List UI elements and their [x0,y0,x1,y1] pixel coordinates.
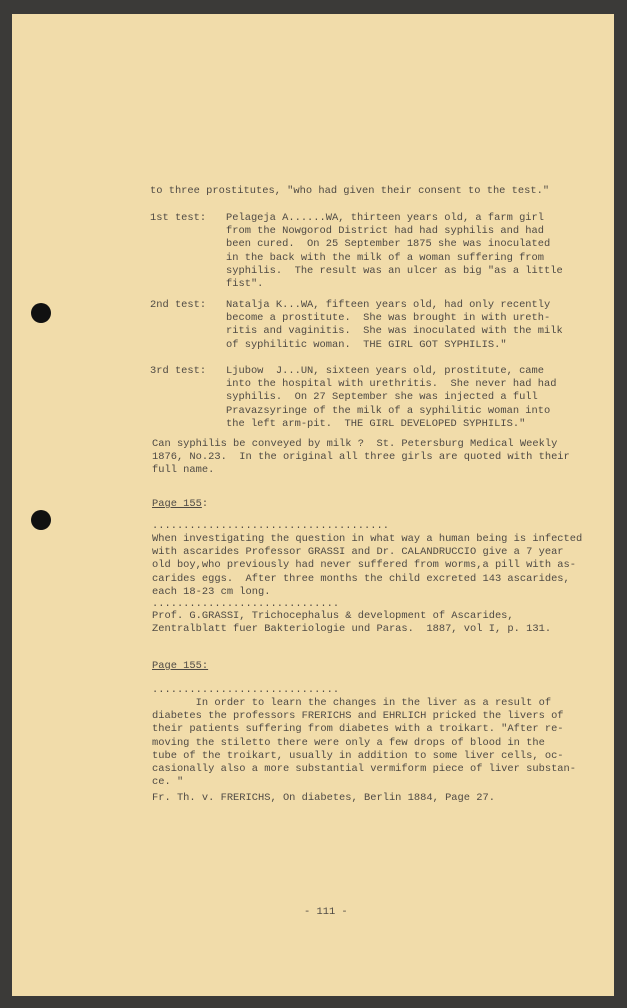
ellipsis-dots: .............................. [152,684,340,696]
page-number: - 111 - [304,906,348,918]
text-line: Pravazsyringe of the milk of a syphilitic woman into [226,404,551,417]
paragraph [152,533,582,599]
text-line: In order to learn the changes in the liver as a result of [152,697,552,709]
text-line: of syphilitic woman. THE GIRL GOT SYPHILIS." [226,338,507,351]
text-line: with ascarides Professor GRASSI and Dr. CALANDRUCCIO give a 7 year [152,546,564,559]
text-line: Natalja K...WA, fifteen years old, had only recently [226,299,551,311]
intro-line: to three prostitutes, "who had given their consent to the test." [150,185,550,197]
text-line: ce. " [152,776,184,789]
text-line: moving the stiletto there were only a few drops of blood in the [152,736,545,749]
text-line: carides eggs. After three months the child excreted 143 ascarides, [152,572,570,585]
test-label: 3rd test: [150,365,207,377]
text-line: Ljubow J...UN, sixteen years old, prostitute, came [226,365,545,377]
section-heading: Page 155: [152,660,209,672]
text-line: fist". [226,278,264,291]
ellipsis-dots: ...................................... [152,520,389,532]
text-line: casionally also a more substantial vermiform piece of liver substan- [152,763,577,776]
test-text [226,365,556,431]
text-line: When investigating the question in what way a human being is infected [152,533,583,545]
section-heading [152,498,208,511]
text-line: syphilis. The result was an ulcer as big "as a little [226,264,563,277]
text-line: become a prostitute. She was brought in with ureth- [226,312,551,325]
text-line: been cured. On 25 September 1875 she was inoculated [226,238,551,251]
ellipsis-dots: .............................. [152,598,340,610]
text-line: their patients suffering from diabetes with a troikart. "After re- [152,723,564,736]
source-citation [152,610,551,636]
text-line: into the hospital with urethritis. She never had had [226,378,557,391]
text-line: old boy,who previously had never suffered from worms,a pill with as- [152,559,577,572]
text-line: ritis and vaginitis. She was inoculated with the milk [226,325,563,338]
test-label: 2nd test: [150,299,207,311]
test-text [226,212,563,291]
source-citation: Fr. Th. v. FRERICHS, On diabetes, Berlin 1884, Page 27. [152,792,495,804]
text-line: diabetes the professors FRERICHS and EHRLICH pricked the livers of [152,710,564,723]
heading-text: Page 155 [152,498,202,510]
text-line: from the Nowgorod District had had syphilis and had [226,225,545,238]
punch-hole [31,510,51,530]
paragraph [152,697,576,789]
text-line: each 18-23 cm long. [152,585,271,598]
text-line: the left arm-pit. THE GIRL DEVELOPED SYPHILIS." [226,417,526,430]
text-line: in the back with the milk of a woman suffering from [226,251,545,264]
punch-hole [31,303,51,323]
paper-sheet [12,14,614,996]
text-line: 1876, No.23. In the original all three girls are quoted with their [152,451,570,464]
text-line: Zentralblatt fuer Bakteriologie und Paras. 1887, vol I, p. 131. [152,623,552,636]
test-label: 1st test: [150,212,207,224]
text-line: tube of the troikart, usually in addition to some liver cells, oc- [152,749,564,762]
text-line: Pelageja A......WA, thirteen years old, a farm girl [226,212,545,224]
text-line: Can syphilis be conveyed by milk ? St. Petersburg Medical Weekly [152,438,558,450]
text-line: Prof. G.GRASSI, Trichocephalus & development of Ascarides, [152,610,514,622]
test-text [226,299,563,352]
text-line: full name. [152,464,215,477]
text-line: syphilis. On 27 September she was injected a full [226,391,538,404]
source-citation [152,438,570,478]
heading-colon: : [201,498,209,510]
